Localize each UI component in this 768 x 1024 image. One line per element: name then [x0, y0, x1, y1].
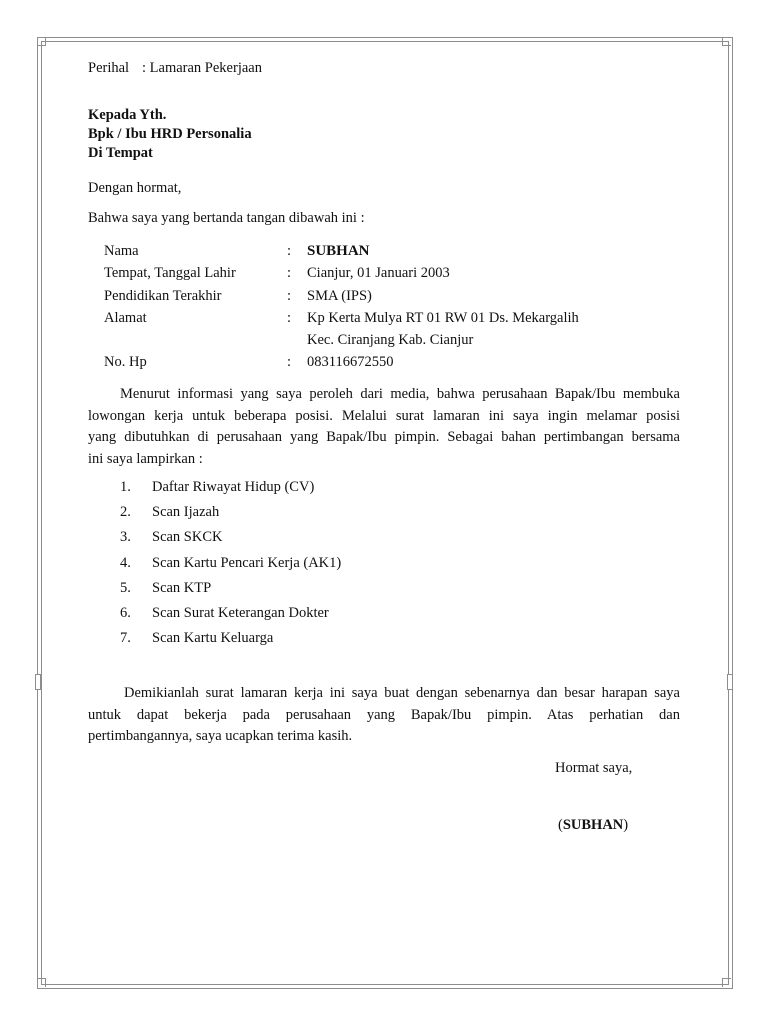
signature [558, 817, 628, 834]
corner-ornament [37, 37, 46, 46]
info-value: SMA (IPS) [307, 287, 372, 304]
paragraph-line: lowongan kerja untuk beberapa posisi. Melalui surat lamaran ini saya ingin melamar posisi [88, 407, 680, 424]
info-value: Cianjur, 01 Januari 2003 [307, 265, 450, 282]
list-text: Scan Ijazah [152, 504, 220, 521]
list-text: Scan Kartu Pencari Kerja (AK1) [152, 554, 342, 571]
list-text: Daftar Riwayat Hidup (CV) [152, 479, 315, 495]
list-text: Scan KTP [152, 579, 212, 596]
corner-ornament [37, 978, 46, 987]
info-colon: : [287, 265, 292, 282]
recipient-line: Di Tempat [88, 145, 153, 161]
info-colon: : [287, 354, 292, 371]
info-value: Kp Kerta Mulya RT 01 RW 01 Ds. Mekargalih [307, 309, 579, 326]
body-paragraph-1 [88, 384, 680, 471]
paragraph-line: pertimbangannya, saya ucapkan terima kasih. [88, 728, 353, 745]
greeting: Dengan hormat, [88, 180, 182, 196]
list-number: 1. [120, 479, 131, 495]
list-number: 6. [120, 604, 131, 621]
corner-ornament [722, 37, 731, 46]
signature-paren-close: ) [623, 817, 629, 833]
recipient-line: Kepada Yth. [88, 107, 167, 123]
info-key: Nama [104, 243, 139, 259]
list-number: 5. [120, 579, 131, 596]
paragraph-line: untuk dapat bekerja pada perusahaan yang Bapak/Ibu pimpin. Atas perhatian dan [88, 706, 680, 723]
info-colon: : [287, 309, 292, 326]
list-number: 2. [120, 504, 131, 521]
list-number: 4. [120, 554, 131, 571]
info-value: SUBHAN [307, 243, 370, 259]
list-number: 3. [120, 529, 131, 546]
paragraph-line: Menurut informasi yang saya peroleh dari media, bahwa perusahaan Bapak/Ibu membuka [120, 386, 680, 402]
info-value: Kec. Ciranjang Kab. Cianjur [307, 332, 474, 349]
border-notch [727, 674, 733, 690]
info-key: Tempat, Tanggal Lahir [104, 265, 236, 282]
signature-name: SUBHAN [562, 817, 624, 833]
info-key: No. Hp [104, 354, 147, 371]
subject-line [88, 60, 262, 77]
list-text: Scan Kartu Keluarga [152, 630, 274, 647]
signature-paren-open: ( [558, 817, 563, 833]
info-key: Pendidikan Terakhir [104, 287, 222, 304]
recipient-line: Bpk / Ibu HRD Personalia [88, 126, 252, 142]
intro-line: Bahwa saya yang bertanda tangan dibawah ini : [88, 210, 365, 226]
subject-label: Perihal [88, 60, 130, 76]
paragraph-line: Demikianlah surat lamaran kerja ini saya buat dengan sebenarnya dan besar harapan saya [124, 685, 680, 701]
subject-value: : Lamaran Pekerjaan [142, 60, 262, 76]
paragraph-line: yang dibutuhkan di perusahaan yang Bapak/Ibu pimpin. Sebagai bahan pertimbangan bersama [88, 429, 680, 446]
list-text: Scan SKCK [152, 529, 223, 546]
list-text: Scan Surat Keterangan Dokter [152, 604, 329, 621]
list-number: 7. [120, 630, 131, 647]
info-key: Alamat [104, 309, 147, 326]
paragraph-line: ini saya lampirkan : [88, 451, 203, 468]
info-colon: : [287, 287, 292, 304]
body-paragraph-2 [88, 683, 680, 748]
corner-ornament [722, 978, 731, 987]
info-colon: : [287, 243, 292, 259]
info-value: 083116672550 [307, 354, 394, 371]
closing-text: Hormat saya, [555, 760, 633, 776]
border-notch [35, 674, 41, 690]
